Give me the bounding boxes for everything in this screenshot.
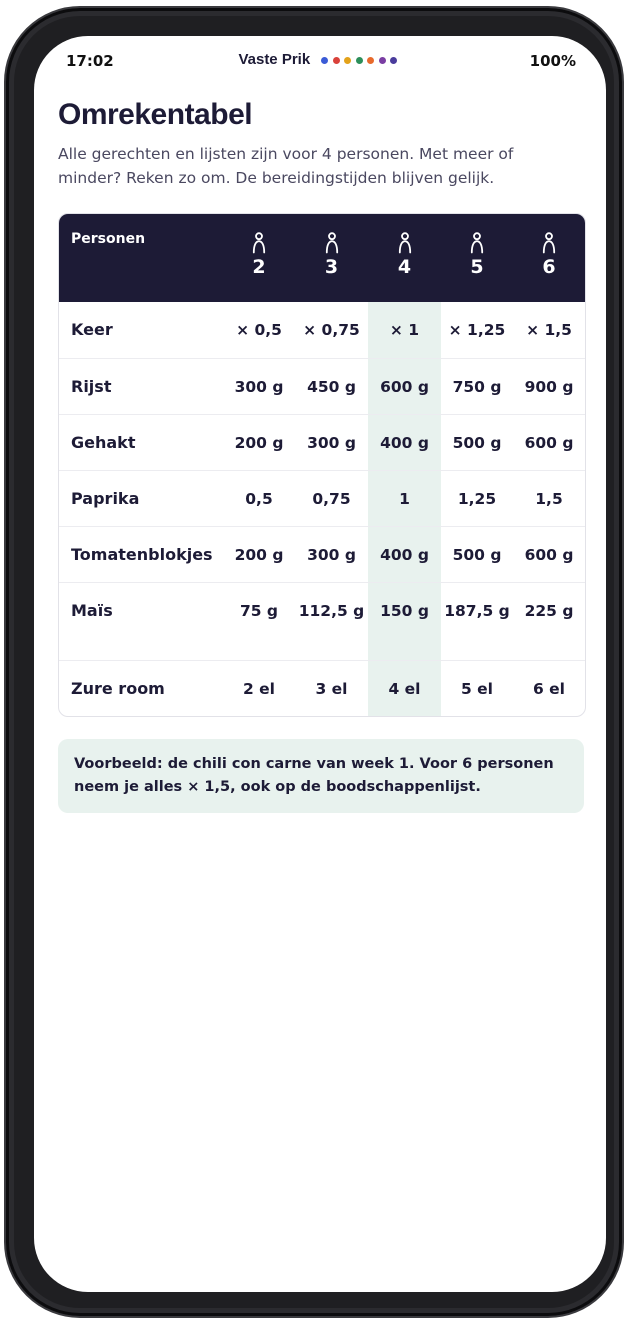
table-header-row [59, 214, 585, 302]
brand-name: Vaste Prik [238, 51, 311, 68]
table-cell: 112,5 g [295, 582, 368, 660]
screen [34, 36, 606, 1292]
table-cell: × 0,75 [303, 321, 360, 339]
people-column-6 [513, 214, 585, 302]
person-icon [470, 232, 484, 254]
table-cell: 1,5 [513, 470, 585, 526]
status-bar [34, 36, 606, 86]
table-cell: 2 el [223, 660, 295, 716]
table-cell: 5 el [441, 660, 513, 716]
brand-dots [321, 52, 402, 68]
table-cell: 450 g [295, 358, 368, 414]
brand-dot [344, 57, 351, 64]
table-row-zure-room [59, 660, 585, 716]
table-cell-highlighted: × 1 [368, 302, 441, 358]
table-cell: 200 g [223, 526, 295, 582]
table-row-keer [59, 302, 585, 358]
people-column-4 [368, 214, 441, 302]
table-cell-highlighted: 600 g [368, 358, 441, 414]
people-count: 6 [542, 256, 556, 278]
example-note: Voorbeeld: de chili con carne van week 1. Voor 6 personen neem je alles × 1,5, ook op de boodschappenlijst. [58, 739, 584, 813]
table-row-mais [59, 582, 585, 660]
table-cell: 500 g [441, 526, 513, 582]
table-cell: 600 g [513, 414, 585, 470]
row-label: Rijst [59, 358, 223, 414]
table-cell: × 0,5 [236, 321, 282, 339]
person-icon [542, 232, 556, 254]
table-cell: 0,5 [223, 470, 295, 526]
people-column-3 [295, 214, 368, 302]
table-cell: 200 g [223, 414, 295, 470]
table-cell: 187,5 g [441, 582, 513, 660]
people-column-2 [223, 214, 295, 302]
person-icon [398, 232, 412, 254]
table-cell-highlighted: 4 el [368, 660, 441, 716]
status-time: 17:02 [66, 52, 114, 70]
table-cell: 900 g [513, 358, 585, 414]
person-icon [252, 232, 266, 254]
table-cell: × 1,5 [526, 321, 572, 339]
header-label: Personen [71, 231, 146, 247]
table-cell: 500 g [441, 414, 513, 470]
intro-text: Alle gerechten en lijsten zijn voor 4 personen. Met meer of minder? Reken zo om. De bereidingstijden blijven gelijk. [58, 145, 514, 187]
row-label: Gehakt [59, 414, 223, 470]
people-count: 5 [470, 256, 484, 278]
table-cell-highlighted: 150 g [368, 582, 441, 660]
phone-frame [4, 6, 624, 1318]
table-cell: 1,25 [441, 470, 513, 526]
brand-dot [367, 57, 374, 64]
table-cell: 3 el [295, 660, 368, 716]
row-label: Keer [71, 320, 113, 339]
row-label: Tomatenblokjes [59, 526, 223, 582]
conversion-table [58, 213, 586, 717]
table-cell-highlighted: 1 [368, 470, 441, 526]
table-cell: 750 g [441, 358, 513, 414]
table-cell: 300 g [223, 358, 295, 414]
table-cell: 300 g [295, 414, 368, 470]
table-row-paprika [59, 470, 585, 526]
table-cell: 0,75 [295, 470, 368, 526]
people-column-5 [441, 214, 513, 302]
person-icon [325, 232, 339, 254]
brand-dot [321, 57, 328, 64]
table-cell: 300 g [295, 526, 368, 582]
row-label: Maïs [59, 582, 223, 660]
table-cell: 6 el [513, 660, 585, 716]
people-count: 3 [324, 256, 339, 278]
brand-logo [34, 51, 606, 68]
table-cell-highlighted: 400 g [368, 526, 441, 582]
row-label: Zure room [59, 660, 223, 716]
table-cell: 225 g [513, 582, 585, 660]
brand-dot [390, 57, 397, 64]
table-row-tomatenblokjes [59, 526, 585, 582]
people-count: 2 [252, 256, 266, 278]
brand-dot [379, 57, 386, 64]
page-title: Omrekentabel [58, 98, 253, 131]
brand-dot [333, 57, 340, 64]
battery-level: 100% [529, 52, 576, 70]
people-count: 4 [397, 256, 412, 278]
table-cell: 600 g [513, 526, 585, 582]
brand-dot [356, 57, 363, 64]
table-row-gehakt [59, 414, 585, 470]
row-label: Paprika [59, 470, 223, 526]
table-cell: × 1,25 [448, 321, 506, 339]
table-cell-highlighted: 400 g [368, 414, 441, 470]
table-cell: 75 g [223, 582, 295, 660]
table-row-rijst [59, 358, 585, 414]
